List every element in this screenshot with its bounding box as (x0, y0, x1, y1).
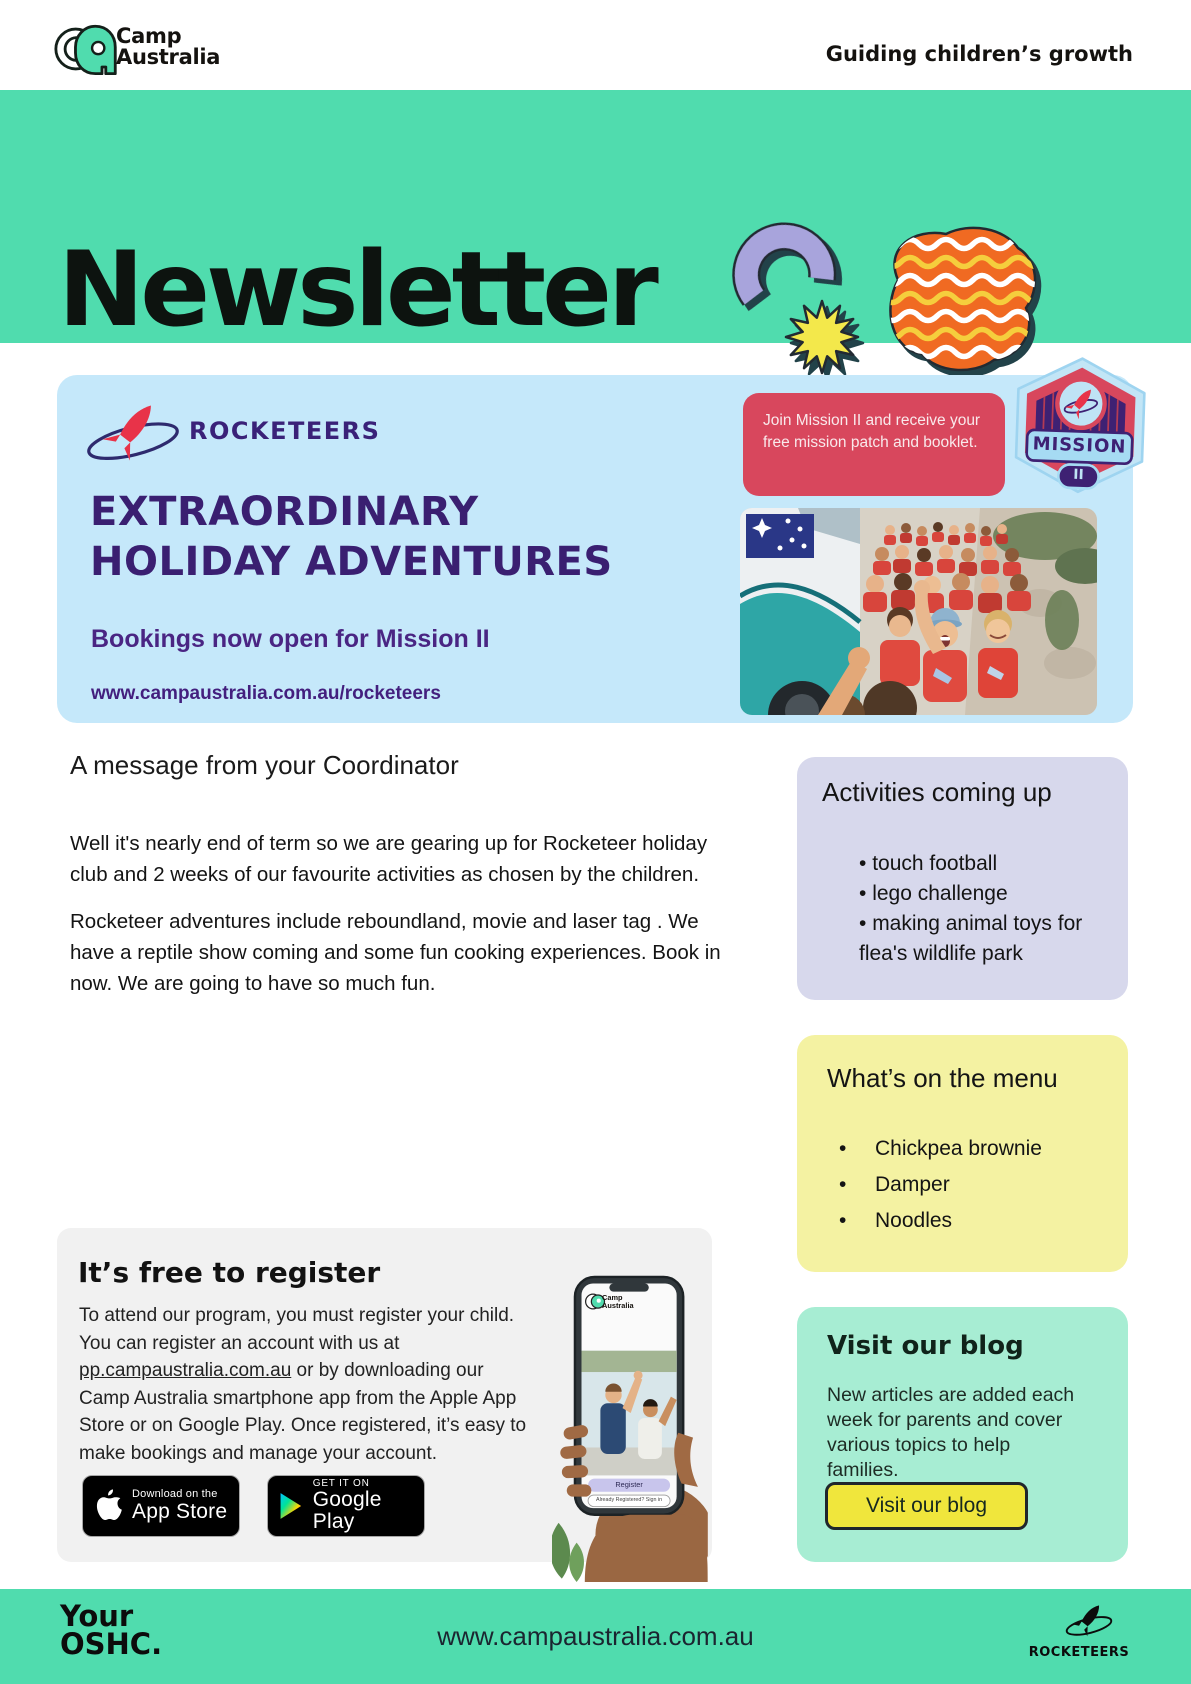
activities-list (859, 849, 1101, 969)
rocketeers-hero-card (57, 375, 1133, 723)
phone-register-button: Register (615, 1480, 643, 1489)
register-heading: It’s free to register (78, 1256, 381, 1289)
brand-tagline: Guiding children’s growth (825, 42, 1133, 66)
google-play-line1: GET IT ON (312, 1477, 370, 1489)
blog-card (797, 1307, 1128, 1562)
register-body-start: To attend our program, you must register your child. You can register an account with us at (79, 1305, 515, 1354)
coordinator-heading: A message from your Coordinator (70, 750, 459, 780)
app-store-line1: Download on the (132, 1488, 218, 1501)
footer-rocketeers-icon (1059, 1595, 1119, 1647)
star-shape (786, 301, 858, 373)
phone-in-hand (552, 1272, 708, 1582)
coordinator-paragraph-1: Well it's nearly end of term so we are gearing up for Rocketeer holiday club and 2 weeks of our favourite activities as chosen by the children. (70, 832, 708, 886)
activities-item: • making animal toys for flea's wildlife park (859, 909, 1101, 969)
hero-headline-line2: HOLIDAY ADVENTURES (90, 539, 613, 585)
menu-card (797, 1035, 1128, 1272)
badge-mission-label: MISSION (1032, 433, 1127, 458)
hero-headline (90, 487, 613, 587)
page-title: Newsletter (58, 230, 655, 350)
newsletter-banner (0, 90, 1191, 350)
google-play-text (313, 1479, 424, 1534)
oshc-line1: Your (60, 1599, 134, 1633)
phone-signin-button: Already Registered? Sign in (596, 1496, 663, 1503)
app-store-line2: App Store (132, 1499, 228, 1523)
menu-item: • Chickpea brownie (839, 1131, 1099, 1167)
activities-card (797, 757, 1128, 1000)
blob-shape (865, 228, 1045, 370)
phone-brand-line1: Camp (602, 1293, 623, 1302)
coordinator-paragraph-2: Rocketeer adventures include reboundland, movie and laser tag . We have a reptile show coming and some fun cooking experiences. Book in now. We are going to have so much fun. (70, 910, 721, 995)
hero-headline-line1: EXTRAORDINARY (90, 489, 479, 535)
google-play-line2: Google Play (312, 1488, 382, 1534)
phone-brand-line2: Australia (602, 1301, 634, 1310)
activities-heading: Activities coming up (822, 777, 1052, 807)
hero-subheadline: Bookings now open for Mission II (91, 625, 490, 653)
phone-illustration (552, 1272, 708, 1582)
menu-list (839, 1131, 1099, 1239)
brand-line1: Camp (116, 24, 182, 48)
mission-badge-graphic (1007, 353, 1152, 511)
register-portal-link[interactable]: pp.campaustralia.com.au (79, 1360, 292, 1381)
rocketeers-logo-icon (83, 391, 183, 475)
menu-heading: What’s on the menu (827, 1063, 1058, 1093)
menu-item: • Noodles (839, 1203, 1099, 1239)
mission-ribbon: Join Mission II and receive your free mission patch and booklet. (743, 393, 1005, 496)
footer-url-link[interactable]: www.campaustralia.com.au (437, 1621, 754, 1651)
menu-item: • Damper (839, 1167, 1099, 1203)
oshc-line2: OSHC. (60, 1626, 163, 1661)
camp-australia-logo (48, 18, 120, 80)
blog-body: New articles are added each week for parents and cover various topics to help families. (827, 1384, 1075, 1481)
activities-item: • lego challenge (859, 879, 1101, 909)
rocketeers-url-link[interactable]: www.campaustralia.com.au/rocketeers (91, 683, 441, 704)
register-body (79, 1302, 531, 1467)
phone-screen-brand (602, 1294, 634, 1310)
badge-ii-label: II (1072, 466, 1084, 484)
register-body-end: or by downloading our Camp Australia smartphone app from the Apple App Store or on Google Play. Once registered, it’s easy to make bookings and manage your account. (79, 1360, 527, 1464)
mission-ii-badge (1007, 353, 1152, 511)
footer-rocketeers-wordmark: ROCKETEERS (1028, 1645, 1130, 1660)
hero-photo-illustration (740, 508, 1097, 715)
google-play-icon (278, 1490, 304, 1522)
activities-item: • touch football (859, 849, 1101, 879)
brand-line2: Australia (116, 44, 221, 69)
hero-photo (740, 508, 1097, 715)
footer (0, 1589, 1191, 1684)
arch-shape (741, 232, 824, 299)
app-store-text (132, 1489, 227, 1523)
brand-name (116, 26, 220, 67)
google-play-badge[interactable] (267, 1475, 425, 1537)
app-store-badge[interactable] (82, 1475, 240, 1537)
blog-heading: Visit our blog (827, 1331, 1024, 1361)
rocketeers-wordmark: ROCKETEERS (189, 417, 381, 445)
apple-icon (95, 1489, 123, 1523)
visit-blog-button[interactable]: Visit our blog (825, 1482, 1028, 1530)
